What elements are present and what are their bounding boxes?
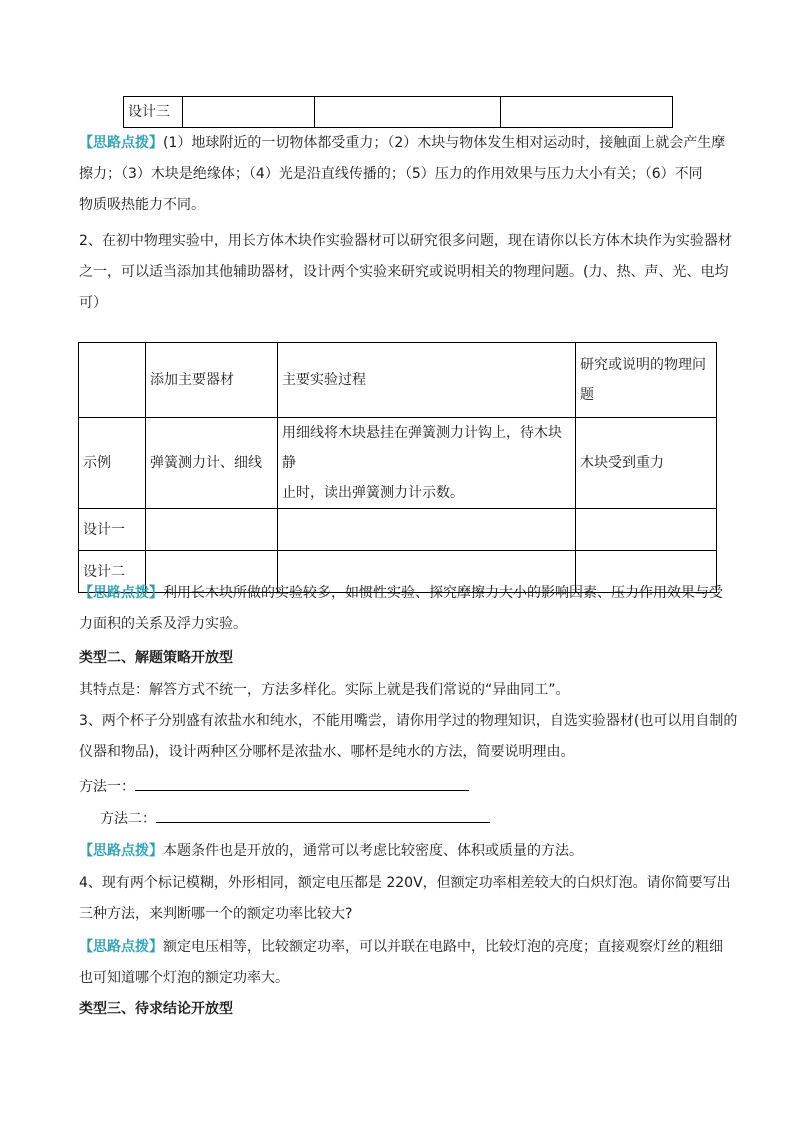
type2-feature (79, 675, 722, 706)
header-problem (576, 343, 717, 418)
method-2-label: 方法二： (100, 811, 156, 827)
tip-paragraph-2 (79, 578, 722, 640)
example-problem: 木块受到重力 (576, 418, 717, 509)
table-cell[interactable] (576, 509, 717, 551)
tip-label: 【思路点拨】 (79, 843, 163, 859)
header-process: 主要实验过程 (278, 343, 576, 418)
row-label-design-1: 设计一 (79, 509, 146, 551)
table-header-row (79, 343, 717, 418)
method-1-blank[interactable] (135, 774, 469, 791)
type2-feature-line: 其特点是：解答方式不统一，方法多样化。实际上就是我们常说的“异曲同工”。 (79, 682, 570, 698)
tip4-line1: 额定电压相等，比较额定功率，可以并联在电路中，比较灯泡的亮度；直接观察灯丝的粗细 (163, 939, 723, 955)
table-row (79, 509, 717, 551)
method-1-label: 方法一： (79, 779, 135, 795)
section-heading-type-3: 类型三、待求结论开放型 (79, 1001, 233, 1017)
tip-label: 【思路点拨】 (79, 585, 163, 601)
table-cell[interactable] (315, 97, 501, 128)
row-label-design-2: 设计二 (79, 551, 146, 593)
q2-line2: 之一，可以适当添加其他辅助器材，设计两个实验来研究或说明相关的物理问题。(力、热、声、光、电均 (79, 264, 729, 280)
q2-line3: 可） (79, 295, 107, 311)
tip-label: 【思路点拨】 (79, 135, 163, 151)
tip3-line1: 本题条件也是开放的，通常可以考虑比较密度、体积或质量的方法。 (163, 843, 583, 859)
tip-paragraph-3 (79, 836, 722, 867)
tip2-line2: 力面积的关系及浮力实验。 (79, 616, 247, 632)
q2-line1: 2、在初中物理实验中，用长方体木块作实验器材可以研究很多问题，现在请你以长方体木块作为实验器材 (79, 233, 732, 249)
table-cell[interactable] (146, 509, 278, 551)
experiment-design-table (78, 342, 717, 593)
question-4 (79, 868, 731, 930)
method-1-row (79, 772, 469, 803)
question-2 (79, 226, 732, 319)
section-heading-type-2: 类型二、解题策略开放型 (79, 650, 233, 666)
method-2-row (100, 804, 490, 835)
design-table-continued (123, 96, 673, 128)
question-3 (79, 706, 738, 768)
tip-label: 【思路点拨】 (79, 939, 163, 955)
table-row (124, 97, 673, 128)
tip1-line2: 擦力；（3）木块是绝缘体；（4）光是沿直线传播的；（5）压力的作用效果与压力大小有关；（6）不同 (79, 166, 703, 182)
tip2-line1: 利用长木块所做的实验较多，如惯性实验、探究摩擦力大小的影响因素、压力作用效果与受 (163, 585, 723, 601)
tip-paragraph-4 (79, 932, 722, 994)
q3-line2: 仪器和物品)，设计两种区分哪杯是浓盐水、哪杯是纯水的方法，简要说明理由。 (79, 744, 575, 760)
q4-line2: 三种方法，来判断哪一个的额定功率比较大? (79, 906, 353, 922)
tip1-line3: 物质吸热能力不同。 (79, 197, 205, 213)
example-process-line2: 止时，读出弹簧测力计示数。 (282, 485, 464, 501)
table-cell[interactable] (278, 509, 576, 551)
table-cell[interactable] (501, 97, 673, 128)
tip1-line1: (1）地球附近的一切物体都受重力；（2）木块与物体发生相对运动时，接触面上就会产生摩 (163, 135, 726, 151)
row-label-example: 示例 (79, 418, 146, 509)
table-cell[interactable] (183, 97, 315, 128)
tip-paragraph-1 (79, 128, 726, 221)
q3-line1: 3、两个杯子分别盛有浓盐水和纯水，不能用嘴尝，请你用学过的物理知识，自选实验器材(也可以用自制的 (79, 713, 738, 729)
method-2-blank[interactable] (156, 806, 490, 823)
header-equipment: 添加主要器材 (146, 343, 278, 418)
example-process-line1: 用细线将木块悬挂在弹簧测力计钩上，待木块静 (282, 425, 562, 471)
header-problem-line1: 研究或说明的物理问 (580, 357, 706, 373)
tip4-line2: 也可知道哪个灯泡的额定功率大。 (79, 970, 289, 986)
row-label-design-3: 设计三 (124, 97, 183, 128)
header-problem-line2: 题 (580, 387, 594, 403)
q4-line1: 4、现有两个标记模糊，外形相同，额定电压都是 220V，但额定功率相差较大的白炽灯泡。请你简要写出 (79, 875, 731, 891)
example-process (278, 418, 576, 509)
table-row (79, 418, 717, 509)
header-cell-empty (79, 343, 146, 418)
example-equipment: 弹簧测力计、细线 (146, 418, 278, 509)
